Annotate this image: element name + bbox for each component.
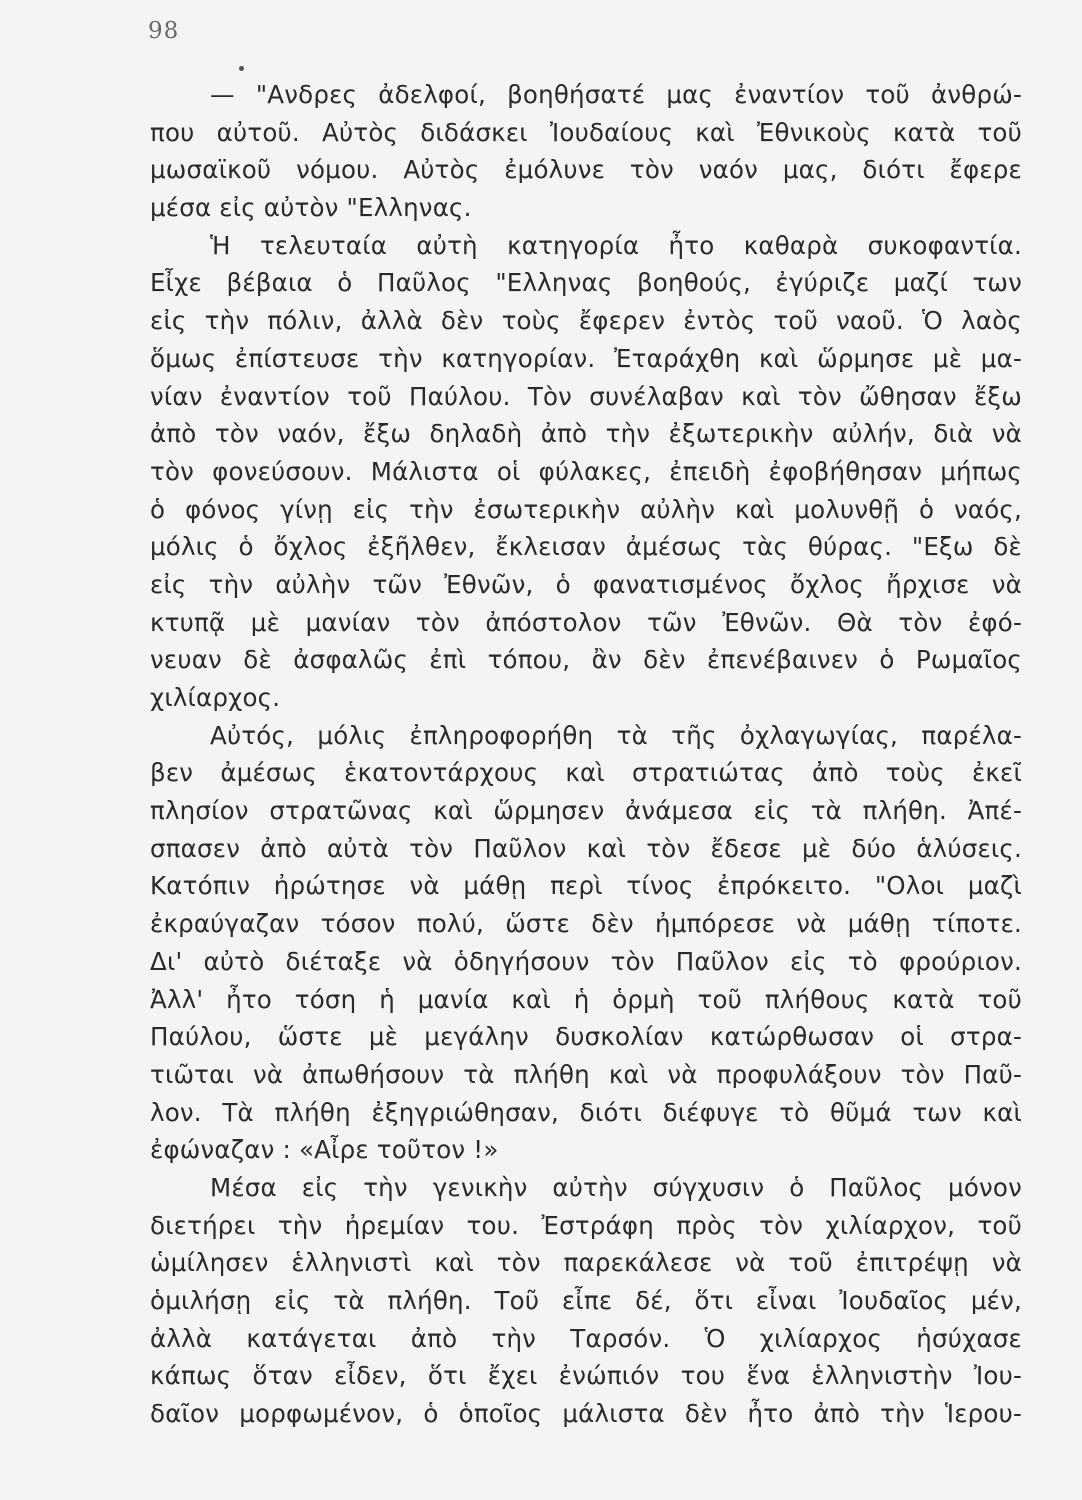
ink-dot (239, 66, 244, 71)
text-line: σπασεν ἀπὸ αὐτὰ τὸν Παῦλον καὶ τὸν ἔδεσε μὲ δύο ἁλύσεις. (150, 833, 1022, 863)
text-line: τιῶται νὰ ἀπωθήσουν τὰ πλήθη καὶ νὰ προφυλάξουν τὸν Παῦ- (150, 1059, 1022, 1089)
text-line: Ἡ τελευταία αὐτὴ κατηγορία ἦτο καθαρὰ συκοφαντία. (210, 230, 1022, 260)
text-line: χιλίαρχος. (150, 683, 281, 712)
text-line: μωσαϊκοῦ νόμου. Αὐτὸς ἐμόλυνε τὸν ναόν μας, διότι ἔφερε (150, 155, 1022, 185)
text-line: δαῖον μορφωμένον, ὁ ὁποῖος μάλιστα δὲν ἦτο ἀπὸ τὴν Ἱερου- (150, 1399, 1022, 1429)
text-line: Ἀλλ' ἦτο τόση ἡ μανία καὶ ἡ ὁρμὴ τοῦ πλήθους κατὰ τοῦ (150, 984, 1022, 1014)
text-line: μόλις ὁ ὄχλος ἐξῆλθεν, ἔκλεισαν ἀμέσως τὰς θύρας. "Εξω δὲ (150, 532, 1022, 562)
text-line: Μέσα εἰς τὴν γενικὴν αὐτὴν σύγχυσιν ὁ Παῦλος μόνον (210, 1172, 1022, 1202)
text-line: ὅμως ἐπίστευσε τὴν κατηγορίαν. Ἐταράχθη καὶ ὥρμησε μὲ μα- (150, 343, 1022, 373)
text-line: διετήρει τὴν ἠρεμίαν του. Ἐστράφη πρὸς τὸν χιλίαρχον, τοῦ (150, 1210, 1022, 1240)
text-line: που αὐτοῦ. Αὐτὸς διδάσκει Ἰουδαίους καὶ Ἐθνικοὺς κατὰ τοῦ (150, 117, 1022, 147)
text-line: κτυπᾷ μὲ μανίαν τὸν ἀπόστολον τῶν Ἐθνῶν. Θὰ τὸν ἐφό- (150, 607, 1022, 637)
text-line: Δι' αὐτὸ διέταξε νὰ ὁδηγήσουν τὸν Παῦλον εἰς τὸ φρούριον. (150, 946, 1022, 976)
text-line: ἀπὸ τὸν ναόν, ἔξω δηλαδὴ ἀπὸ τὴν ἐξωτερικὴν αὐλήν, διὰ νὰ (150, 419, 1022, 449)
text-line: ὁ φόνος γίνῃ εἰς τὴν ἐσωτερικὴν αὐλὴν καὶ μολυνθῇ ὁ ναός, (150, 494, 1022, 524)
text-line: μέσα εἰς αὐτὸν "Ελληνας. (150, 193, 472, 223)
text-line: Παύλου, ὥστε μὲ μεγάλην δυσκολίαν κατώρθωσαν οἱ στρα- (150, 1022, 1022, 1052)
text-line: ἀλλὰ κατάγεται ἀπὸ τὴν Ταρσόν. Ὁ χιλίαρχος ἡσύχασε (150, 1323, 1022, 1353)
text-line: λον. Τὰ πλήθη ἐξηγριώθησαν, διότι διέφυγε τὸ θῦμά των καὶ (150, 1097, 1022, 1127)
text-line: ὁμιλήσῃ εἰς τὰ πλήθη. Τοῦ εἶπε δέ, ὅτι εἶναι Ἰουδαῖος μέν, (150, 1286, 1022, 1315)
text-line: Κατόπιν ἠρώτησε νὰ μάθῃ περὶ τίνος ἐπρόκειτο. "Ολοι μαζὶ (150, 871, 1022, 901)
text-line: κάπως ὅταν εἶδεν, ὅτι ἔχει ἐνώπιόν του ἕνα ἑλληνιστὴν Ἰου- (150, 1361, 1022, 1391)
text-line: νίαν ἐναντίον τοῦ Παύλου. Τὸν συνέλαβαν καὶ τὸν ὤθησαν ἔξω (150, 381, 1022, 411)
text-line: ἐφώναζαν : «Αἶρε τοῦτον !» (150, 1135, 499, 1165)
text-line: — "Ανδρες ἀδελφοί, βοηθήσατέ μας ἐναντίον τοῦ ἀνθρώ- (210, 80, 1022, 109)
page-number: 98 (148, 18, 180, 44)
text-line: βεν ἀμέσως ἑκατοντάρχους καὶ στρατιώτας ἀπὸ τοὺς ἐκεῖ (150, 758, 1022, 788)
text-line: τὸν φονεύσουν. Μάλιστα οἱ φύλακες, ἐπειδὴ ἐφοβήθησαν μήπως (150, 456, 1022, 486)
text-line: Εἶχε βέβαια ὁ Παῦλος "Ελληνας βοηθούς, ἐγύριζε μαζί των (150, 268, 1022, 298)
text-line: πλησίον στρατῶνας καὶ ὥρμησεν ἀνάμεσα εἰς τὰ πλήθη. Ἀπέ- (150, 796, 1022, 826)
body-text (150, 76, 1022, 1433)
text-line: εἰς τὴν αὐλὴν τῶν Ἐθνῶν, ὁ φανατισμένος ὄχλος ἤρχισε νὰ (150, 569, 1022, 599)
text-line: ὡμίλησεν ἑλληνιστὶ καὶ τὸν παρεκάλεσε νὰ τοῦ ἐπιτρέψῃ νὰ (150, 1248, 1022, 1278)
text-line: εἰς τὴν πόλιν, ἀλλὰ δὲν τοὺς ἔφερεν ἐντὸς τοῦ ναοῦ. Ὁ λαὸς (150, 306, 1022, 336)
text-line: Αὐτός, μόλις ἐπληροφορήθη τὰ τῆς ὀχλαγωγίας, παρέλα- (210, 720, 1022, 750)
text-line: νευαν δὲ ἀσφαλῶς ἐπὶ τόπου, ἂν δὲν ἐπενέβαινεν ὁ Ρωμαῖος (150, 645, 1022, 675)
text-line: ἐκραύγαζαν τόσον πολύ, ὥστε δὲν ἠμπόρεσε νὰ μάθῃ τίποτε. (150, 909, 1022, 939)
